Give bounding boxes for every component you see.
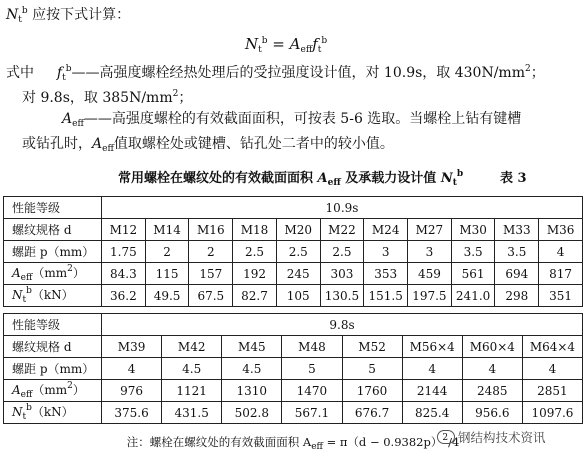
definition-a: $A_{eff}——$高强度螺栓的有效截面面积，可按表 5-6 选取。当螺栓上钻有键槽 (62, 111, 522, 129)
intro-line: $N_t^b$ 应按下式计算： (6, 6, 131, 25)
table-row: $A_{eff}(mm^2)$ 84.3 115 157 192 245 303 353 459 561 694 817 (4, 263, 583, 285)
grade-label: 性能等级 (4, 314, 102, 336)
table-note: 注：螺栓在螺纹处的有效截面面积 $A_{eff} = \pi(d - 0.9382p)^2/4$ (126, 433, 460, 452)
table-row (4, 197, 583, 219)
table-title: 常用螺栓在螺纹处的有效截面面积 $A_{eff}$ 及承载力设计值 $N_t^b$ (118, 169, 464, 188)
bolt-table-10-9s (3, 196, 583, 307)
table-row: 螺距 p（mm） 4 4.5 4.5 5 5 4 4 4 (4, 358, 583, 380)
wechat-icon (437, 430, 455, 444)
watermark: 钢结构技术资讯 (437, 428, 546, 446)
grade-value: 9.8s (102, 314, 583, 336)
table-row: $N_t^b(kN)$ 36.2 49.5 67.5 82.7 105 130.5 151.5 197.5 241.0 298 351 (4, 285, 583, 307)
table-row: 螺距 p（mm） 1.75 2 2 2.5 2.5 2.5 3 3 3.5 3.5 4 (4, 241, 583, 263)
definition-f-cont: 对 9.8s，取 $385N/mm^2$； (22, 89, 193, 106)
table-row: $A_{eff}(mm^2)$ 976 1121 1310 1470 1760 2144 2485 2851 (4, 380, 583, 402)
table-row: 螺纹规格 d M12 M14 M16 M18 M20 M22 M24 M27 M30 M33 M36 (4, 219, 583, 241)
table-row: 螺纹规格 d M39 M42 M45 M48 M52 M56×4 M60×4 M64×4 (4, 336, 583, 358)
table-number: 表 3 (500, 171, 527, 186)
grade-label: 性能等级 (4, 197, 102, 219)
bolt-table-9-8s (3, 313, 583, 424)
grade-value: 10.9s (102, 197, 583, 219)
table-row: $N_t^b(kN)$ 375.6 431.5 502.8 567.1 676.7 825.4 956.6 1097.6 (4, 402, 583, 424)
formula: $N_t^b = A_{eff}f_t^b$ (245, 35, 328, 55)
table-row (4, 314, 583, 336)
definition-f: 式中 $f_t^b——$高强度螺栓经热处理后的受拉强度设计值，对 10.9s，取 $430N/mm^2$； (6, 64, 545, 83)
definition-a-cont: 或钻孔时，$A_{eff}$值取螺栓处或键槽、钻孔处二者中的较小值。 (22, 136, 394, 154)
